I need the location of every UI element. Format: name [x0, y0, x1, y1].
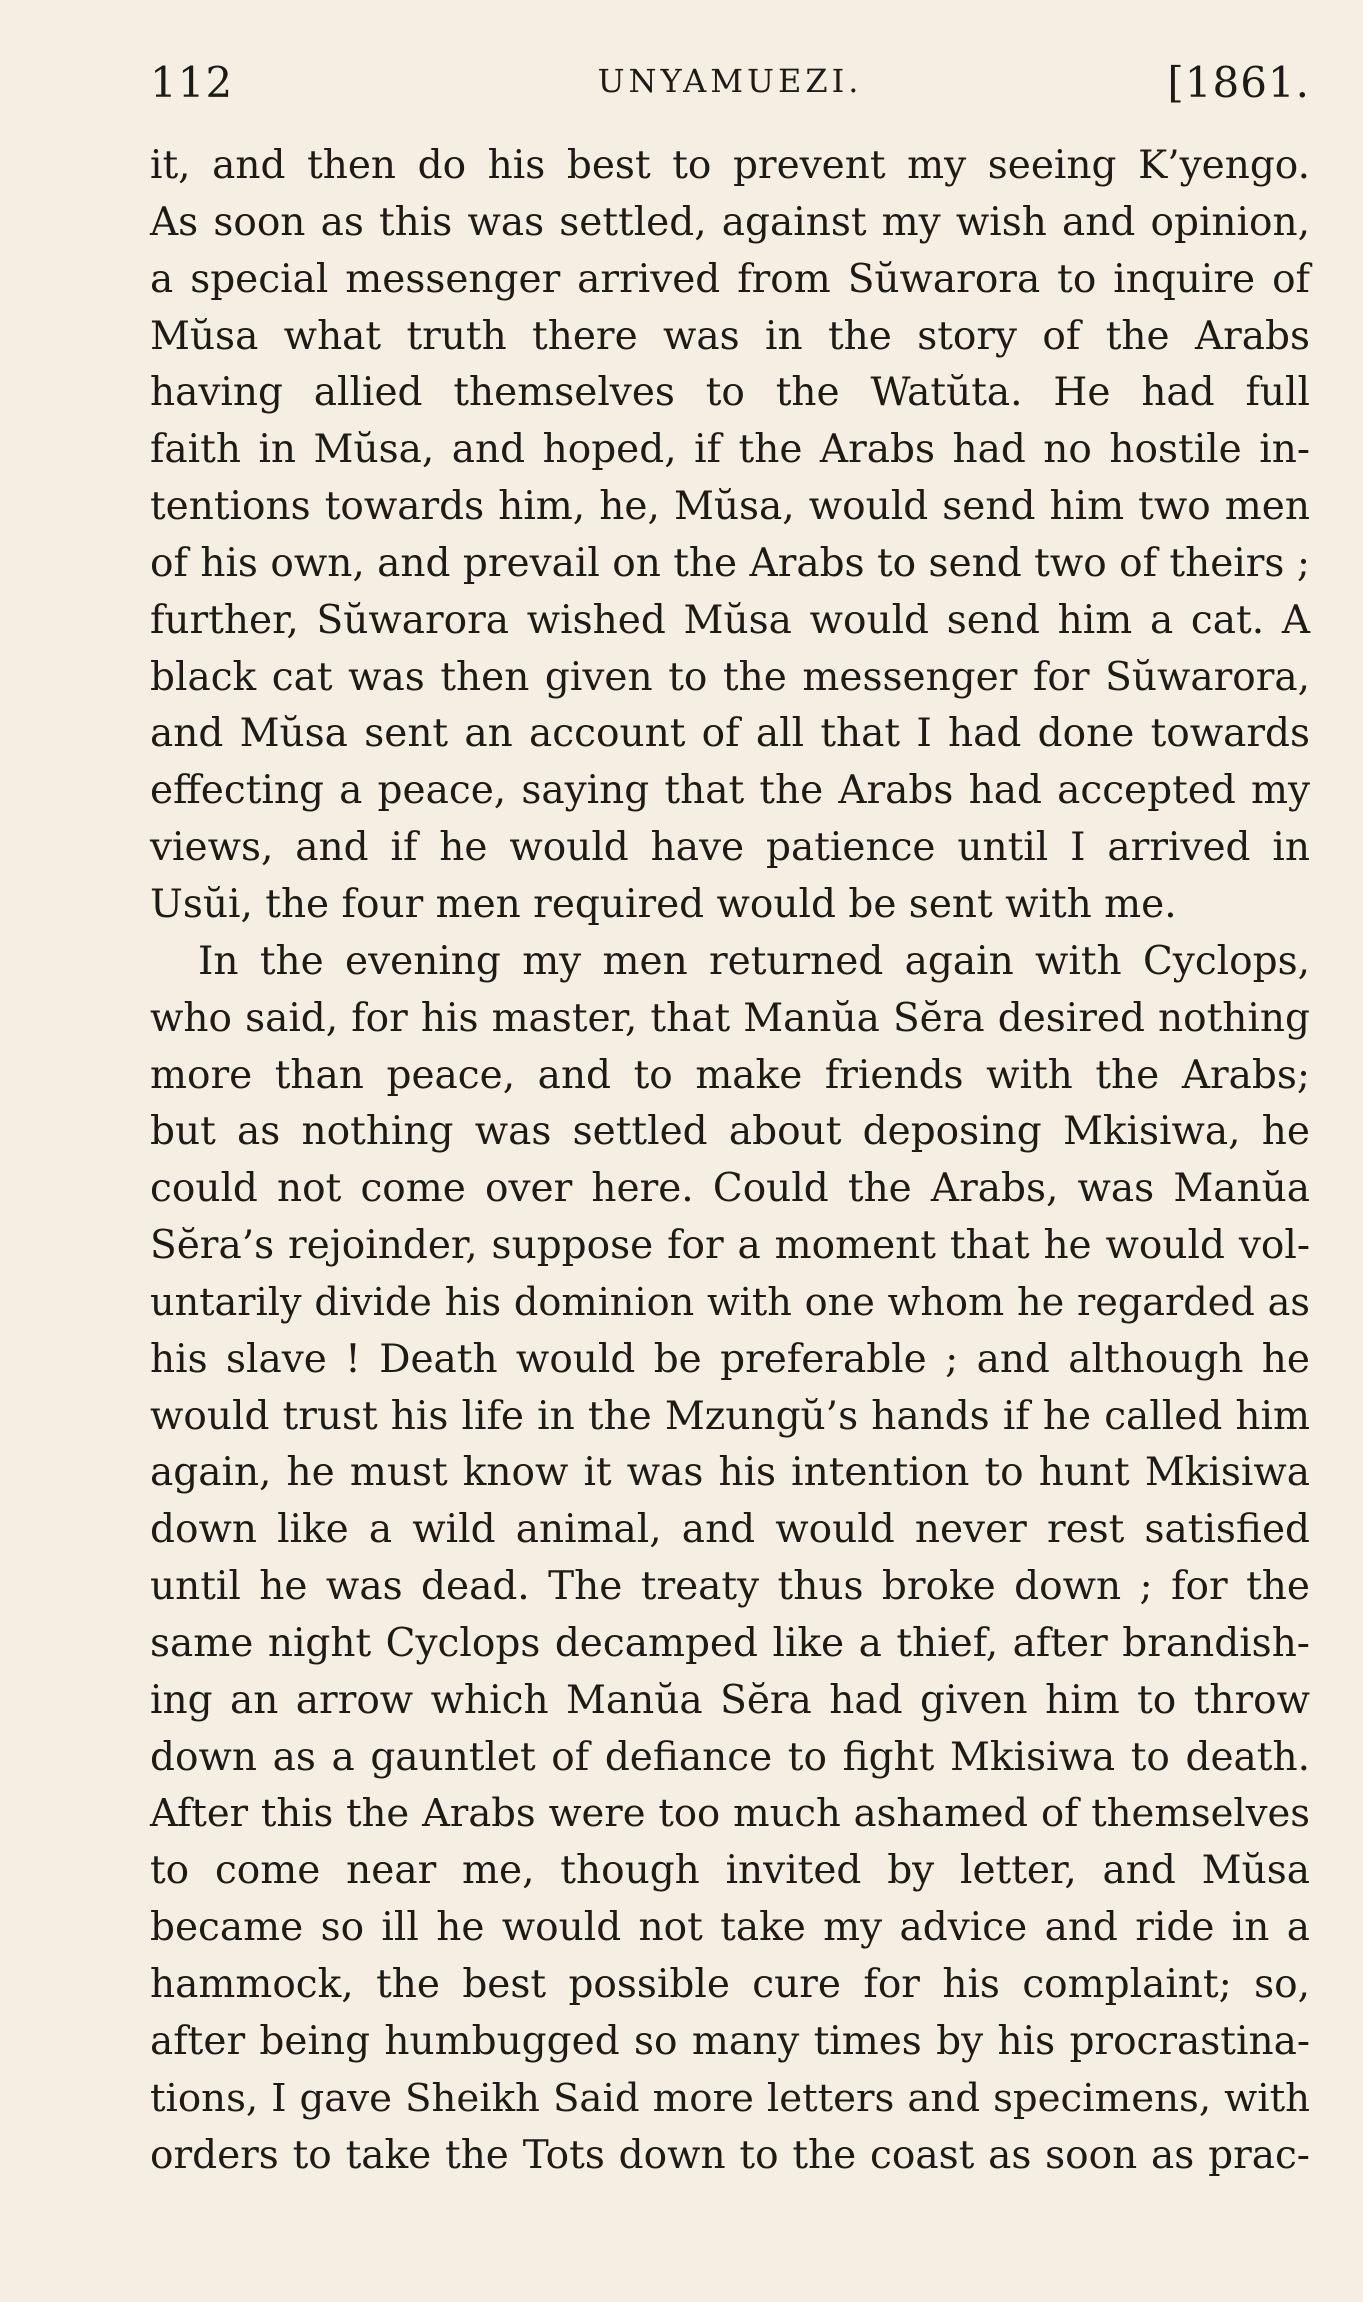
- text-line: it, and then do his best to prevent my seeing K’yengo.: [150, 143, 1310, 188]
- text-line: effecting a peace, saying that the Arabs had accepted my: [150, 768, 1310, 814]
- text-line: hammock, the best possible cure for his complaint; so,: [150, 1962, 1310, 2007]
- text-line: a special messenger arrived from Sŭwarora to inquire of: [150, 256, 1310, 302]
- page-year: [1861.: [1167, 58, 1310, 107]
- text-line: and Mŭsa sent an account of all that I had done towards: [150, 711, 1310, 757]
- text-line: black cat was then given to the messenger for Sŭwarora,: [150, 654, 1310, 700]
- text-line: After this the Arabs were too much ashamed of themselves: [150, 1791, 1310, 1837]
- text-line: orders to take the Tots down to the coast as soon as prac-: [150, 2132, 1310, 2178]
- text-line: Mŭsa what truth there was in the story of the Arabs: [150, 313, 1310, 359]
- body-text: [150, 138, 1310, 2184]
- text-line: more than peace, and to make friends with the Arabs;: [150, 1052, 1310, 1098]
- text-line: who said, for his master, that Manŭa Sĕra desired nothing: [150, 995, 1310, 1041]
- text-line: As soon as this was settled, against my wish and opinion,: [150, 199, 1310, 245]
- text-line: down like a wild animal, and would never rest satisfied: [150, 1507, 1310, 1553]
- text-line: same night Cyclops decamped like a thief, after brandish-: [150, 1620, 1310, 1666]
- text-line: Usŭi, the four men required would be sent with me.: [150, 881, 1177, 927]
- text-line: further, Sŭwarora wished Mŭsa would send him a cat. A: [150, 597, 1310, 643]
- text-line: again, he must know it was his intention to hunt Mkisiwa: [150, 1450, 1310, 1496]
- text-line: Sĕra’s rejoinder, suppose for a moment that he would vol-: [150, 1223, 1310, 1269]
- page-number: 112: [150, 58, 234, 107]
- running-title: UNYAMUEZI.: [597, 62, 863, 100]
- text-line: his slave ! Death would be preferable ; and although he: [150, 1336, 1310, 1382]
- text-line: to come near me, though invited by letter, and Mŭsa: [150, 1848, 1310, 1894]
- text-line: faith in Mŭsa, and hoped, if the Arabs had no hostile in-: [150, 427, 1310, 473]
- text-line: tentions towards him, he, Mŭsa, would send him two men: [150, 484, 1310, 530]
- text-line: until he was dead. The treaty thus broke down ; for the: [150, 1564, 1310, 1610]
- text-line: of his own, and prevail on the Arabs to send two of theirs ;: [150, 540, 1310, 586]
- text-line: views, and if he would have patience until I arrived in: [150, 825, 1310, 871]
- text-line: could not come over here. Could the Arabs, was Manŭa: [150, 1166, 1310, 1212]
- text-line: would trust his life in the Mzungŭ’s hands if he called him: [150, 1393, 1310, 1439]
- text-line: untarily divide his dominion with one whom he regarded as: [150, 1280, 1310, 1325]
- paragraph-start-line: In the evening my men returned again with Cyclops,: [198, 938, 1310, 984]
- text-line: having allied themselves to the Watŭta. He had full: [150, 370, 1310, 416]
- text-line: ing an arrow which Manŭa Sĕra had given him to throw: [150, 1677, 1310, 1723]
- running-head: [150, 58, 1310, 118]
- text-line: became so ill he would not take my advice and ride in a: [150, 1905, 1310, 1951]
- text-line: down as a gauntlet of defiance to fight Mkisiwa to death.: [150, 1734, 1310, 1780]
- text-line: tions, I gave Sheikh Said more letters and specimens, with: [150, 2075, 1310, 2121]
- text-line: after being humbugged so many times by his procrastina-: [150, 2018, 1310, 2064]
- text-line: but as nothing was settled about deposing Mkisiwa, he: [150, 1109, 1310, 1155]
